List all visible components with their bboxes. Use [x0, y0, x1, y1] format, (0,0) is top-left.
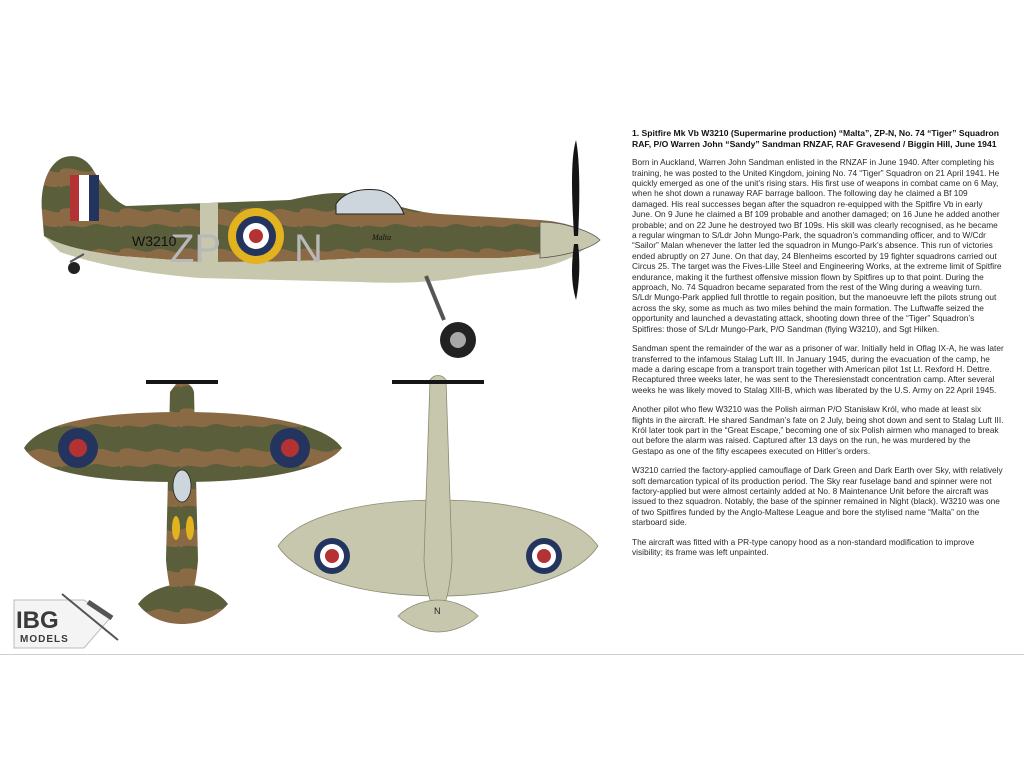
footer-divider: [0, 654, 1024, 655]
side-code-left: ZP: [170, 227, 222, 271]
ibg-logo: [14, 594, 118, 648]
side-profile: [42, 140, 600, 358]
logo-brand: IBG: [16, 607, 59, 634]
malta-name: Malta: [372, 233, 392, 242]
scheme-heading: 1. Spitfire Mk Vb W3210 (Supermarine production) “Malta”, ZP-N, No. 74 “Tiger” Squadron RAF, P/O Warren John “Sandy” Sandman RNZAF, RAF Gravesend / Biggin Hill, June 1941: [632, 128, 1000, 149]
description-column: [632, 128, 1004, 566]
side-code-right: N: [294, 227, 323, 271]
paragraph-pilot-history: Born in Auckland, Warren John Sandman enlisted in the RNZAF in June 1940. After completing his training, he was posted to the United Kingdom, joining No. 74 “Tiger” Squadron on 21 April 1941. He quickly emerged as one of the unit’s rising stars. His first use of weapons in combat came on 6 May, when he shot down a runaway RAF barrage balloon. The following day he claimed a Bf 109 damaged. His real successes began after the squadron re-equipped with the Spitfire Vb in early June. On 9 June he claimed a Bf 109 probable and another damaged; on 16 June he added another probable; and on 22 June he destroyed two Bf 109s. His skill was clearly recognised, as he became a regular wingman to S/Ldr John Mungo-Park, the squadron’s commanding officer, and to W/Cdr “Sailor” Malan whenever the latter led the squadron in Mungo-Park’s absence. This run of victories ended abruptly on 27 June. On that day, 24 Blenheims escorted by 19 fighter squadrons carried out Circus 25. The target was the Fives-Lille Steel and Engineering Works, at the extreme limit of Spitfire endurance, making it the furthest offensive mission flown by Spitfires up to that point. During the approach, No. 74 Squadron became separated from the rest of the Wing during a weaving turn. S/Ldr Mungo-Park applied full throttle to regain position, but the manoeuvre left the pilots strung out across the sky, some as much as two miles behind the main formation. The Luftwaffe seized the opportunity and launched a devastating attack, shooting down three of the “Tiger” Squadron’s Spitfires: those of S/Ldr Mungo-Park, P/O Sandman (flying W3210), and Sgt Hilken.: [632, 157, 1002, 334]
underside-view: [278, 376, 598, 633]
paragraph-camouflage: W3210 carried the factory-applied camouflage of Dark Green and Dark Earth over Sky, with relatively soft demarcation typical of its production period. The Sky rear fuselage band and spinner were not factory-applied but were almost certainly added at No. 8 Maintenance Unit before the aircraft was issued to thez squadron. Notably, the base of the spinner remained in Night (black). W3210 was one of two Spitfires funded by the Anglo-Maltese League and bore the stylised name “Malta” on the starboard side.: [632, 465, 1003, 528]
paragraph-krol: Another pilot who flew W3210 was the Polish airman P/O Stanisław Król, who made at least six flights in the aircraft. He shared Sandman’s fate on 2 July, being shot down and sent to Stalag Luft III. Król later took part in the “Great Escape,” becoming one of six Polish airmen who managed to break out before the alarm was raised. Captured after 13 days on the run, he was murdered by the Gestapo as one of the fifty escapees executed on Hitler’s orders.: [632, 404, 1004, 456]
paragraph-pow: Sandman spent the remainder of the war as a prisoner of war. Initially held in Oflag IX-A, he was later transferred to the infamous Stalag Luft III. In January 1945, during the evacuation of the camp, he made a daring escape from a transport train together with American pilot 1st Lt. Rexford H. Dettre. Recaptured three weeks later, he was sent to the Theresienstadt concentration camp. After several weeks he was likely moved to Stalag XIII-B, which was liberated by the U.S. Army on 22 April 1945.: [632, 343, 1004, 395]
underside-code: N: [434, 606, 441, 616]
top-view: [24, 380, 342, 624]
logo-sub: MODELS: [20, 634, 69, 645]
paragraph-canopy: The aircraft was fitted with a PR-type canopy hood as a non-standard modification to improve visibility; its frame was left unpainted.: [632, 536, 975, 557]
side-serial: W3210: [132, 233, 177, 249]
